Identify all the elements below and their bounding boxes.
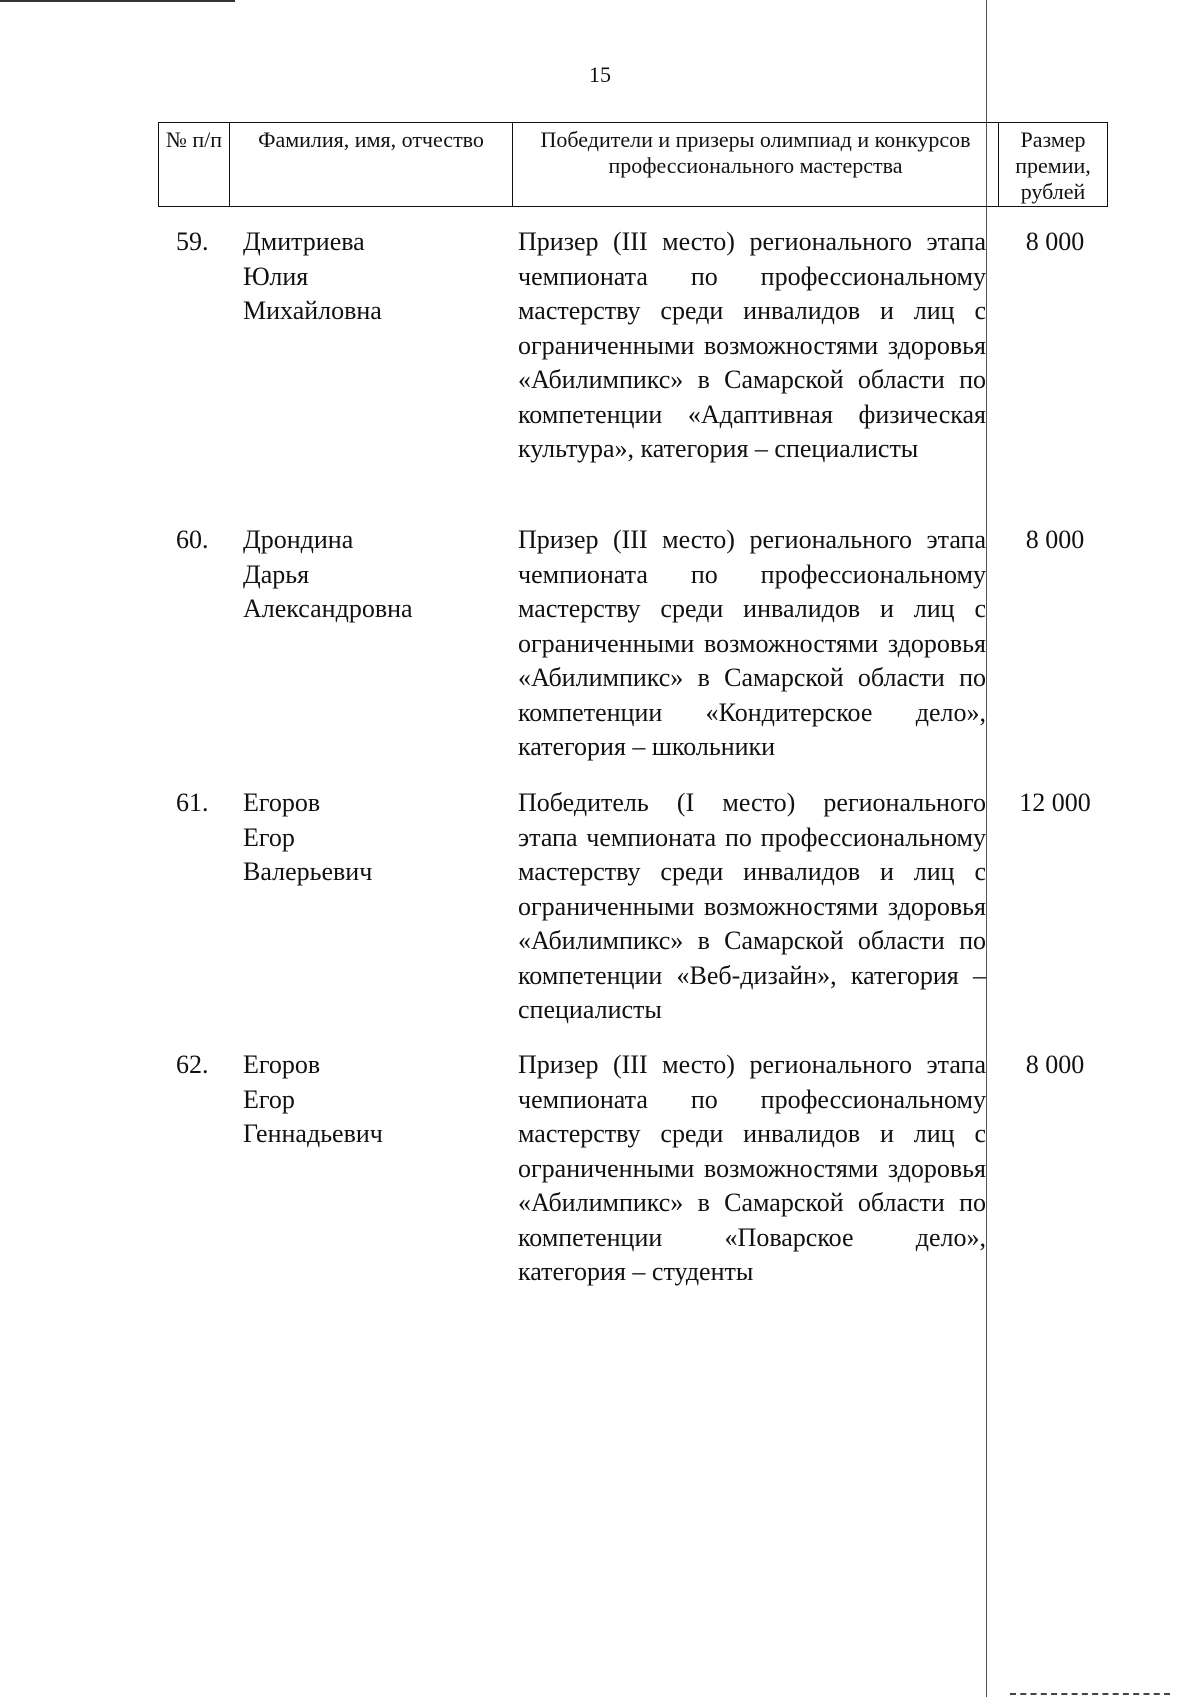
entry-description: Призер (III место) регионального этапа чемпионата по профессиональному мастерству среди инвалидов и лиц с ограниченными возможностями здоровья «Абилимпикс» в Самарской области по компетенции «Кондитерское дело», категория – школьники: [518, 525, 986, 761]
scan-edge-top: [0, 0, 235, 2]
entry-full-name: [243, 1048, 493, 1152]
entry-full-name: [243, 786, 493, 890]
entry-first-name: Дарья: [243, 559, 310, 589]
entry-full-name: [243, 523, 493, 627]
entry-patronymic: Геннадьевич: [243, 1119, 383, 1148]
table-header: [158, 122, 1108, 207]
header-name: Фамилия, имя, отчество: [230, 123, 513, 207]
entry-description: Победитель (I место) регионального этапа чемпионата по профессиональному мастерству среди инвалидов и лиц с ограниченными возможностями здоровья «Абилимпикс» в Самарской области по компетенции «Веб-дизайн», категория – специалисты: [518, 788, 986, 1024]
entry-patronymic: Валерьевич: [243, 857, 373, 886]
entry-surname: Егоров: [243, 788, 321, 817]
entry-patronymic: Михайловна: [243, 296, 382, 325]
entry-patronymic: Александровна: [243, 594, 413, 623]
scan-edge-right: [986, 0, 987, 1697]
entry-first-name: Юлия: [243, 261, 309, 291]
entry-number: 61.: [176, 788, 209, 817]
header-description: Победители и призеры олимпиад и конкурсов профессионального мастерства: [513, 123, 999, 207]
entry-first-name: Егор: [243, 1084, 295, 1114]
header-num: № п/п: [159, 123, 230, 207]
header-row: [159, 123, 1108, 207]
entry-number: 59.: [176, 227, 209, 256]
entry-surname: Егоров: [243, 1050, 321, 1079]
entry-surname: Дмитриева: [243, 227, 365, 256]
entry-number: 62.: [176, 1050, 209, 1079]
entry-number: 60.: [176, 525, 209, 554]
entry-first-name: Егор: [243, 822, 295, 852]
entry-prize: 8 000: [1025, 227, 1085, 256]
entry-prize: 12 000: [1019, 788, 1091, 817]
entry-full-name: [243, 225, 493, 329]
header-prize: Размер премии, рублей: [999, 123, 1108, 207]
page-number: 15: [589, 62, 611, 87]
entry-prize: 8 000: [1025, 1050, 1085, 1079]
entry-description: Призер (III место) регионального этапа чемпионата по профессиональному мастерству среди инвалидов и лиц с ограниченными возможностями здоровья «Абилимпикс» в Самарской области по компетенции «Поварское дело», категория – студенты: [518, 1050, 986, 1286]
entry-description: Призер (III место) регионального этапа чемпионата по профессиональному мастерству среди инвалидов и лиц с ограниченными возможностями здоровья «Абилимпикс» в Самарской области по компетенции «Адаптивная физическая культура», категория – специалисты: [518, 227, 986, 463]
entry-prize: 8 000: [1025, 525, 1085, 554]
scan-dashes: [1010, 1693, 1170, 1695]
entry-surname: Дрондина: [243, 525, 354, 554]
